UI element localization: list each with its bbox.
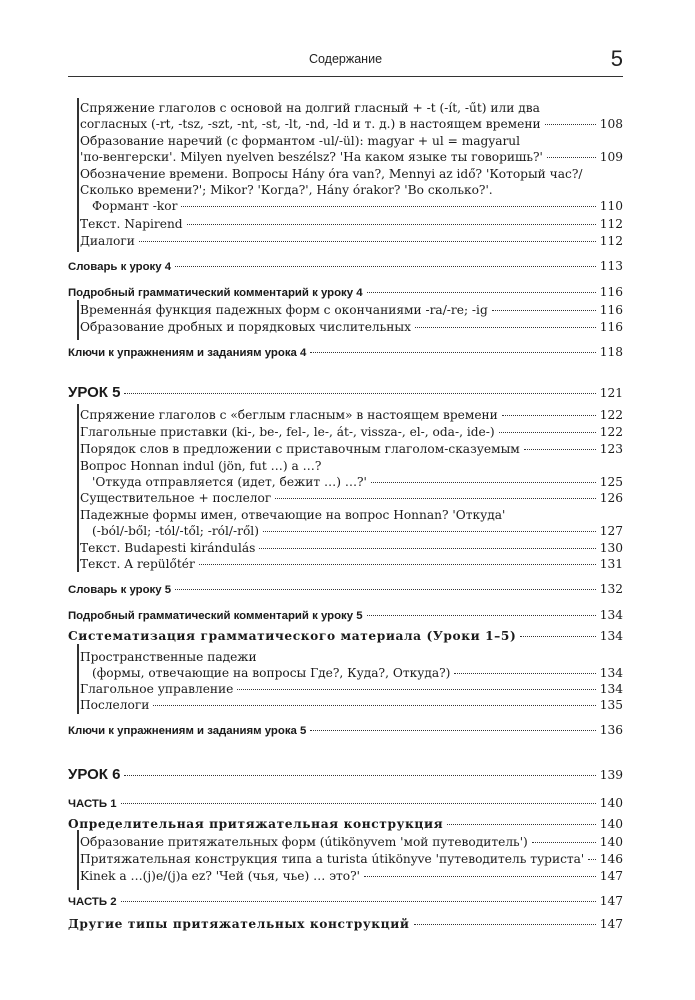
toc-entry[interactable] (80, 319, 623, 335)
toc-page-number: 140 (599, 796, 623, 810)
toc-entry-text: (-ból/-ből; -tól/-től; -ról/-ről) (92, 524, 259, 538)
toc-entry-text: Диалоги (80, 234, 135, 248)
toc-entry-text: Глагольные приставки (ki-, be-, fel-, le-, át-, vissza-, el-, oda-, ide-) (80, 425, 495, 439)
leader-dots (547, 157, 596, 158)
leader-dots (139, 241, 596, 242)
toc-entry[interactable] (80, 302, 623, 318)
toc-entry-text: Падежные формы имен, отвечающие на вопрос Honnan? 'Откуда' (80, 508, 506, 522)
leader-dots (310, 352, 595, 353)
toc-page-number: 147 (599, 869, 623, 883)
toc-entry[interactable] (80, 834, 623, 850)
leader-dots (499, 432, 596, 433)
leader-dots (175, 266, 596, 267)
toc-entry[interactable] (80, 424, 623, 440)
toc-entry-text: Образование притяжательных форм (útikönyvem 'мой путеводитель') (80, 835, 528, 849)
toc-page-number: 147 (599, 894, 623, 908)
toc-section-title: Определительная притяжательная конструкция (68, 817, 444, 831)
leader-dots (237, 689, 595, 690)
toc-entry-text: Послелоги (80, 698, 150, 712)
toc-entry[interactable] (80, 116, 623, 132)
toc-page-number: 135 (599, 698, 623, 712)
toc-lesson[interactable] (68, 766, 623, 783)
leader-dots (415, 327, 596, 328)
toc-page-number: 110 (599, 199, 623, 213)
toc-section-title: Ключи к упражнениям и заданиям урока 4 (68, 347, 307, 359)
toc-entry[interactable] (80, 681, 623, 697)
toc-entry[interactable] (80, 216, 623, 232)
leader-dots (414, 924, 596, 925)
toc-page-number: 116 (599, 303, 623, 317)
leader-dots (532, 842, 596, 843)
toc-section[interactable] (68, 723, 623, 737)
leader-dots (454, 673, 595, 674)
leader-dots (588, 859, 595, 860)
toc-entry-text: Глагольное управление (80, 682, 234, 696)
toc-entry-text: Временнáя функция падежных форм с окончаниями -ra/-re; -ig (80, 303, 488, 317)
toc-entry[interactable] (80, 556, 623, 572)
leader-dots (367, 292, 596, 293)
leader-dots (447, 824, 596, 825)
leader-dots (175, 589, 596, 590)
toc-section-title: Словарь к уроку 4 (68, 261, 172, 273)
toc-page-number: 127 (599, 524, 623, 538)
toc-entry-text: Формант -kor (92, 199, 178, 213)
toc-entry-text: 'Откуда отправляется (идет, бежит …) …?' (92, 475, 367, 489)
section-bar (77, 300, 79, 340)
leader-dots (502, 415, 596, 416)
toc-page-number: 112 (599, 234, 623, 248)
toc-page-number: 134 (599, 629, 623, 643)
running-header (68, 46, 623, 76)
toc-entry-text: согласных (-rt, -tsz, -szt, -nt, -st, -lt, -nd, -ld и т. д.) в настоящем времени (80, 117, 541, 131)
toc-entry[interactable] (80, 198, 623, 214)
leader-dots (181, 206, 595, 207)
leader-dots (121, 803, 596, 804)
toc-page-number: 134 (599, 608, 623, 622)
section-bar (77, 830, 79, 890)
toc-page-number: 125 (599, 475, 623, 489)
toc-entry[interactable] (80, 523, 623, 539)
toc-entry-text: Обозначение времени. Вопросы Hány óra van?, Mennyi az idő? 'Который час?/ (80, 167, 583, 181)
leader-dots (492, 310, 596, 311)
leader-dots (524, 449, 596, 450)
toc-page-number: 126 (599, 491, 623, 505)
toc-entry-text: (формы, отвечающие на вопросы Где?, Куда?, Откуда?) (92, 666, 451, 680)
leader-dots (187, 224, 596, 225)
toc-entry-text: Существительное + послелог (80, 491, 272, 505)
leader-dots (153, 705, 595, 706)
toc-page-number: 140 (599, 817, 623, 831)
toc-entry-text: Сколько времени?'; Mikor? 'Когда?', Hány órakor? 'Во сколько?'. (80, 183, 493, 197)
toc-page-number: 116 (599, 320, 623, 334)
toc-section[interactable] (68, 796, 623, 810)
toc-section[interactable] (68, 894, 623, 908)
section-bar (77, 644, 79, 714)
leader-dots (259, 548, 595, 549)
toc-section[interactable] (68, 629, 623, 643)
leader-dots (310, 730, 595, 731)
toc-section-title: Систематизация грамматического материала (Уроки 1–5) (68, 629, 517, 643)
toc-entry[interactable] (80, 407, 623, 423)
leader-dots (371, 482, 596, 483)
toc-section-title: Подробный грамматический комментарий к уроку 5 (68, 610, 363, 622)
toc-entry[interactable] (80, 851, 623, 867)
leader-dots (263, 531, 596, 532)
toc-section[interactable] (68, 917, 623, 931)
toc-section[interactable] (68, 582, 623, 596)
toc-section[interactable] (68, 285, 623, 299)
leader-dots (124, 775, 595, 776)
toc-lesson-title: УРОК 5 (68, 384, 121, 401)
toc-section-title: ЧАСТЬ 1 (68, 798, 117, 810)
leader-dots (520, 636, 595, 637)
toc-page-number: 121 (599, 386, 623, 400)
leader-dots (545, 124, 596, 125)
toc-entry-text: Текст. Budapesti kirándulás (80, 541, 256, 555)
toc-section-title: Словарь к уроку 5 (68, 584, 172, 596)
toc-page-number: 113 (599, 259, 623, 273)
toc-entry-text: Притяжательная конструкция типа a turista útikönyve 'путеводитель туриста' (80, 852, 585, 866)
toc-page-number: 139 (599, 768, 623, 782)
section-bar (77, 98, 79, 252)
toc-entry-text: Спряжение глаголов с «беглым гласным» в настоящем времени (80, 408, 498, 422)
header-title: Содержание (308, 52, 383, 66)
toc-page-number: 134 (599, 682, 623, 696)
leader-dots (275, 498, 595, 499)
toc-page-number: 109 (599, 150, 623, 164)
toc-entry-text: Образование наречий (с формантом -ul/-ül): magyar + ul = magyarul (80, 134, 521, 148)
toc-section-title: Подробный грамматический комментарий к уроку 4 (68, 287, 363, 299)
header-page-number: 5 (610, 46, 623, 71)
leader-dots (124, 393, 595, 394)
toc-entry-text: Порядок слов в предложении с приставочным глаголом-сказуемым (80, 442, 520, 456)
toc-page-number: 108 (599, 117, 623, 131)
toc-page-number: 131 (599, 557, 623, 571)
toc-page-number: 123 (599, 442, 623, 456)
toc-entry-text: Kinek a …(j)e/(j)a ez? 'Чей (чья, чье) … это?' (80, 869, 360, 883)
header-rule (68, 76, 623, 77)
section-bar (77, 404, 79, 572)
toc-page-number: 112 (599, 217, 623, 231)
toc-entry[interactable] (80, 868, 623, 884)
toc-page-number: 134 (599, 666, 623, 680)
toc-entry[interactable] (80, 233, 623, 249)
leader-dots (199, 564, 596, 565)
toc-section[interactable] (68, 608, 623, 622)
toc-page-number: 122 (599, 408, 623, 422)
toc-entry[interactable] (80, 697, 623, 713)
toc-page-number: 147 (599, 917, 623, 931)
toc-section-title: Ключи к упражнениям и заданиям урока 5 (68, 725, 307, 737)
toc-page-number: 118 (599, 345, 623, 359)
toc-page-number: 116 (599, 285, 623, 299)
toc-section-title: Другие типы притяжательных конструкций (68, 917, 410, 931)
leader-dots (121, 901, 596, 902)
toc-page-number: 122 (599, 425, 623, 439)
toc-entry[interactable] (80, 441, 623, 457)
toc-entry[interactable] (80, 149, 623, 165)
toc-entry-text: Вопрос Honnan indul (jön, fut …) a …? (80, 459, 322, 473)
toc-page-number: 140 (599, 835, 623, 849)
toc-lesson-title: УРОК 6 (68, 766, 121, 783)
toc-section-title: ЧАСТЬ 2 (68, 896, 117, 908)
toc-entry-text: Спряжение глаголов с основой на долгий гласный + -t (-ít, -űt) или два (80, 101, 540, 115)
leader-dots (367, 615, 596, 616)
leader-dots (364, 876, 596, 877)
toc-page-number: 136 (599, 723, 623, 737)
toc-entry-text: Образование дробных и порядковых числительных (80, 320, 412, 334)
toc-entry-text: Текст. Napirend (80, 217, 183, 231)
toc-entry[interactable] (80, 490, 623, 506)
toc-page-number: 132 (599, 582, 623, 596)
toc-entry-text: Пространственные падежи (80, 650, 257, 664)
toc-entry-text: 'по-венгерски'. Milyen nyelven beszélsz? 'На каком языке ты говоришь?' (80, 150, 543, 164)
toc-section[interactable] (68, 345, 623, 359)
toc-entry[interactable] (80, 474, 623, 490)
toc-section[interactable] (68, 817, 623, 831)
toc-page-number: 130 (599, 541, 623, 555)
toc-page-number: 146 (599, 852, 623, 866)
toc-lesson[interactable] (68, 384, 623, 401)
toc-entry[interactable] (80, 665, 623, 681)
toc-entry-text: Текст. A repülőtér (80, 557, 195, 571)
toc-entry[interactable] (80, 540, 623, 556)
toc-section[interactable] (68, 259, 623, 273)
